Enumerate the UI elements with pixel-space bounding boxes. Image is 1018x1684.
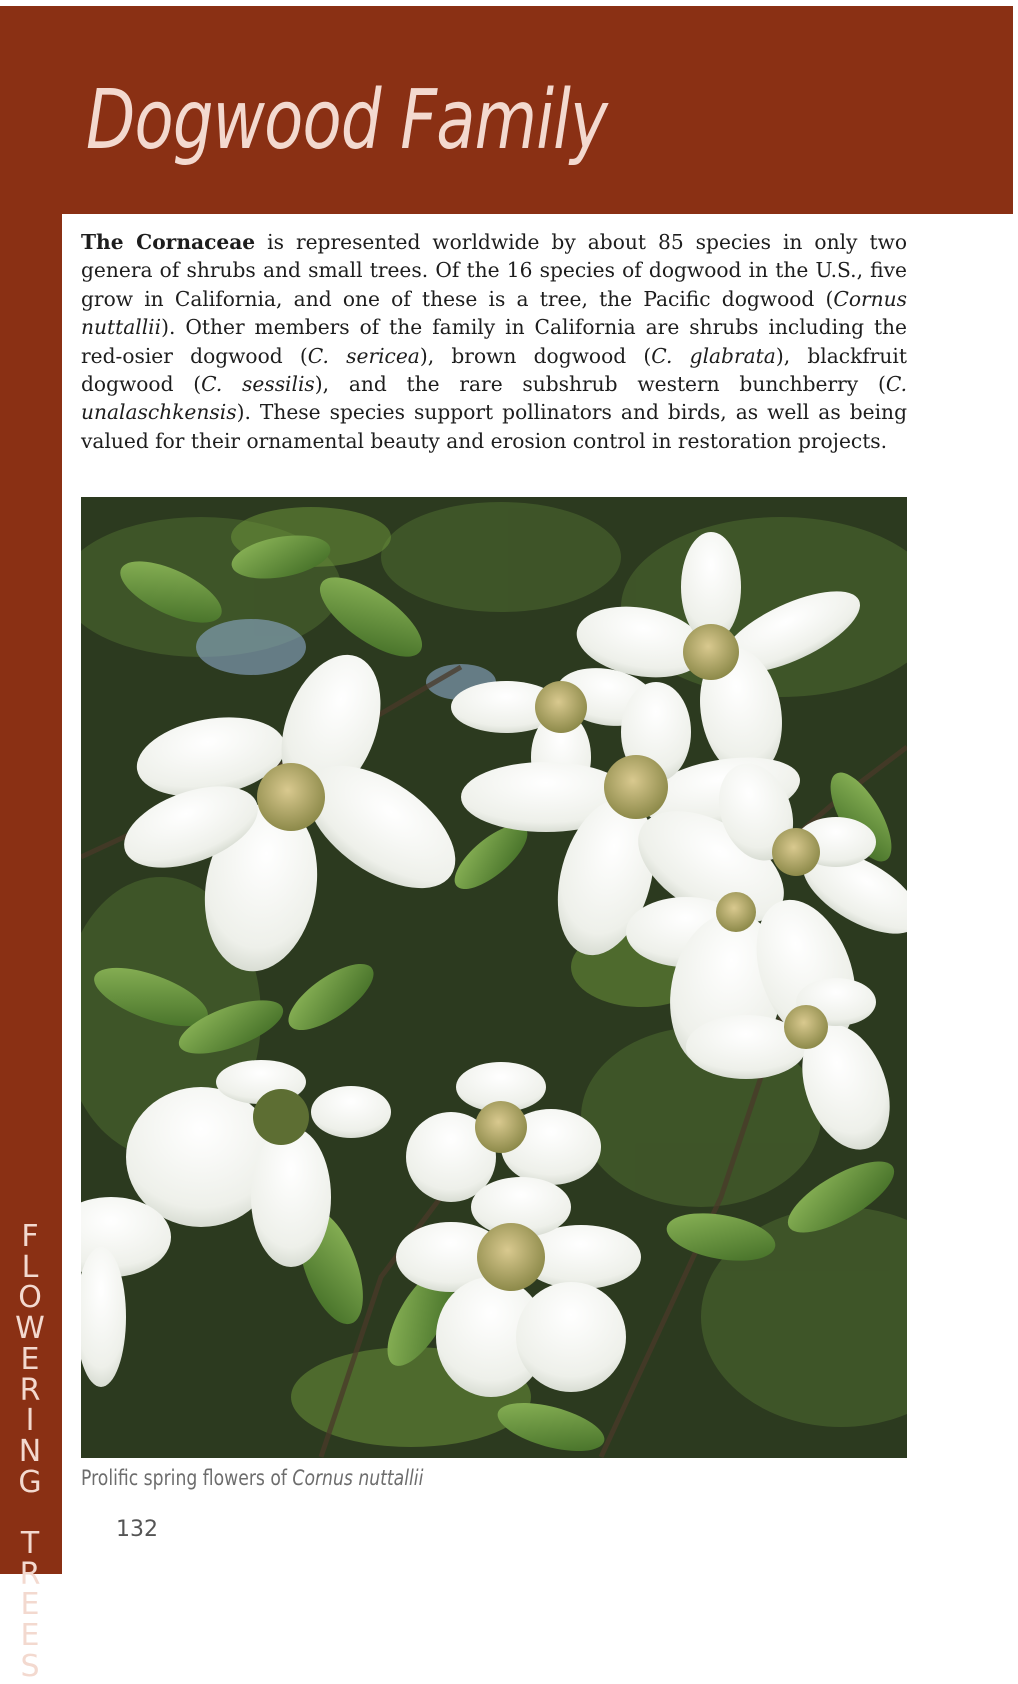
body-text-run: ). These species support pollinators and birds, as well as being valued for their ornamental beauty and erosion control in restoration projects.	[81, 400, 907, 453]
dogwood-flowers-photo	[81, 497, 907, 1458]
section-label: F L O W E R I N G T R E E S	[15, 1219, 45, 1684]
body-text-run: ). Other members of the family in California are shrubs including the red-osier dogwood (	[81, 315, 907, 368]
chapter-header-band	[0, 6, 1013, 214]
species-name: C. unalaschkensis	[81, 372, 907, 425]
species-name: C. sessilis	[201, 372, 315, 397]
section-sidebar	[0, 214, 62, 1684]
chapter-title: Dogwood Family	[86, 73, 608, 168]
species-name: Cornus nuttallii	[81, 286, 907, 340]
body-text-run: is represented worldwide by about 85 species in only two genera of shrubs and small trees. Of the 16 species of dogwood in the U.S., five grow in California, and one of these is a tree, the Pacific dogwood (	[81, 230, 907, 311]
family-name: The Cornaceae	[81, 230, 256, 254]
body-text-run: ), brown dogwood (	[419, 343, 652, 368]
intro-paragraph	[81, 228, 907, 455]
caption-species: Cornus nuttallii	[292, 1466, 424, 1490]
page-number: 132	[116, 1517, 158, 1542]
species-name: C. sericea	[307, 343, 420, 368]
photo-caption	[81, 1466, 423, 1490]
caption-prefix: Prolific spring flowers of	[81, 1466, 293, 1490]
body-text-run: ), blackfruit dogwood (	[81, 343, 908, 397]
body-text-run: ), and the rare subshrub western bunchberry (	[314, 372, 886, 397]
species-name: C. glabrata	[651, 343, 776, 368]
